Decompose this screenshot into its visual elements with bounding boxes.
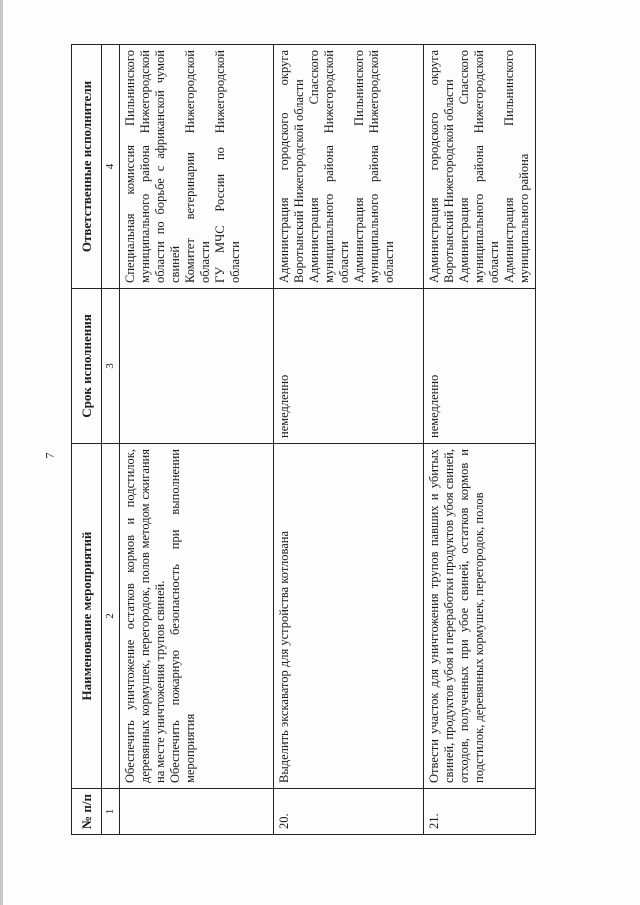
table-row: [274, 45, 424, 835]
row-num: [120, 789, 274, 835]
row-term: [120, 289, 274, 444]
measures-table: [71, 44, 536, 835]
rotated-table-container: [71, 45, 531, 835]
responsible-item: Администрация Пильнинского муниципального района Нижегородской области: [352, 50, 396, 283]
row-name: Обеспечить уничтожение остатков кормов и подстилок, деревянных кормушек, перегородок, полов методом сжигания на месте уничтожения трупов свиней. Обеспечить пожарную безопасность при выполнении мероприятия: [120, 444, 274, 789]
row-num: 21.: [424, 789, 536, 835]
column-number: 2: [102, 444, 120, 789]
page-number: 7: [42, 452, 57, 459]
header-name: Наименование мероприятий: [72, 444, 102, 789]
column-number-row: [102, 45, 120, 835]
header-num: № п/п: [72, 789, 102, 835]
row-num: 20.: [274, 789, 424, 835]
table-row: [120, 45, 274, 835]
table-row: [424, 45, 536, 835]
responsible-item: Администрация городского округа Воротынский Нижегородской области: [277, 50, 306, 283]
responsible-item: Комитет ветеринарии Нижегородской области: [183, 50, 212, 283]
responsible-item: Администрация городского округа Воротынский Нижегородской области: [427, 50, 456, 283]
row-responsible: [120, 45, 274, 289]
responsible-item: Администрация Спасского муниципального района Нижегородской области: [307, 50, 351, 283]
responsible-item: Специальная комиссия Пильнинского муниципального района Нижегородской области по борьбе с африканской чумой свиней: [123, 50, 182, 283]
column-number: 4: [102, 45, 120, 289]
column-number: 3: [102, 289, 120, 444]
row-term: немедленно: [274, 289, 424, 444]
row-term: немедленно: [424, 289, 536, 444]
row-responsible: [424, 45, 536, 289]
row-responsible: [274, 45, 424, 289]
row-name: Отвести участок для уничтожения трупов павших и убитых свиней, продуктов убоя и переработки продуктов убоя свиней, отходов, полученных при убое свиней, остатков кормов и подстилок, деревянных кормушек, перегородок, полов: [424, 444, 536, 789]
header-row: [72, 45, 102, 835]
responsible-item: Администрация Спасского муниципального района Нижегородской области: [457, 50, 501, 283]
row-name: Выделить экскаватор для устройства котлована: [274, 444, 424, 789]
header-resp: Ответственные исполнители: [72, 45, 102, 289]
responsible-item: ГУ МЧС России по Нижегородской области: [213, 50, 242, 283]
responsible-item: Администрация Пильнинского муниципального района: [502, 50, 531, 283]
header-term: Срок исполнения: [72, 289, 102, 444]
column-number: 1: [102, 789, 120, 835]
